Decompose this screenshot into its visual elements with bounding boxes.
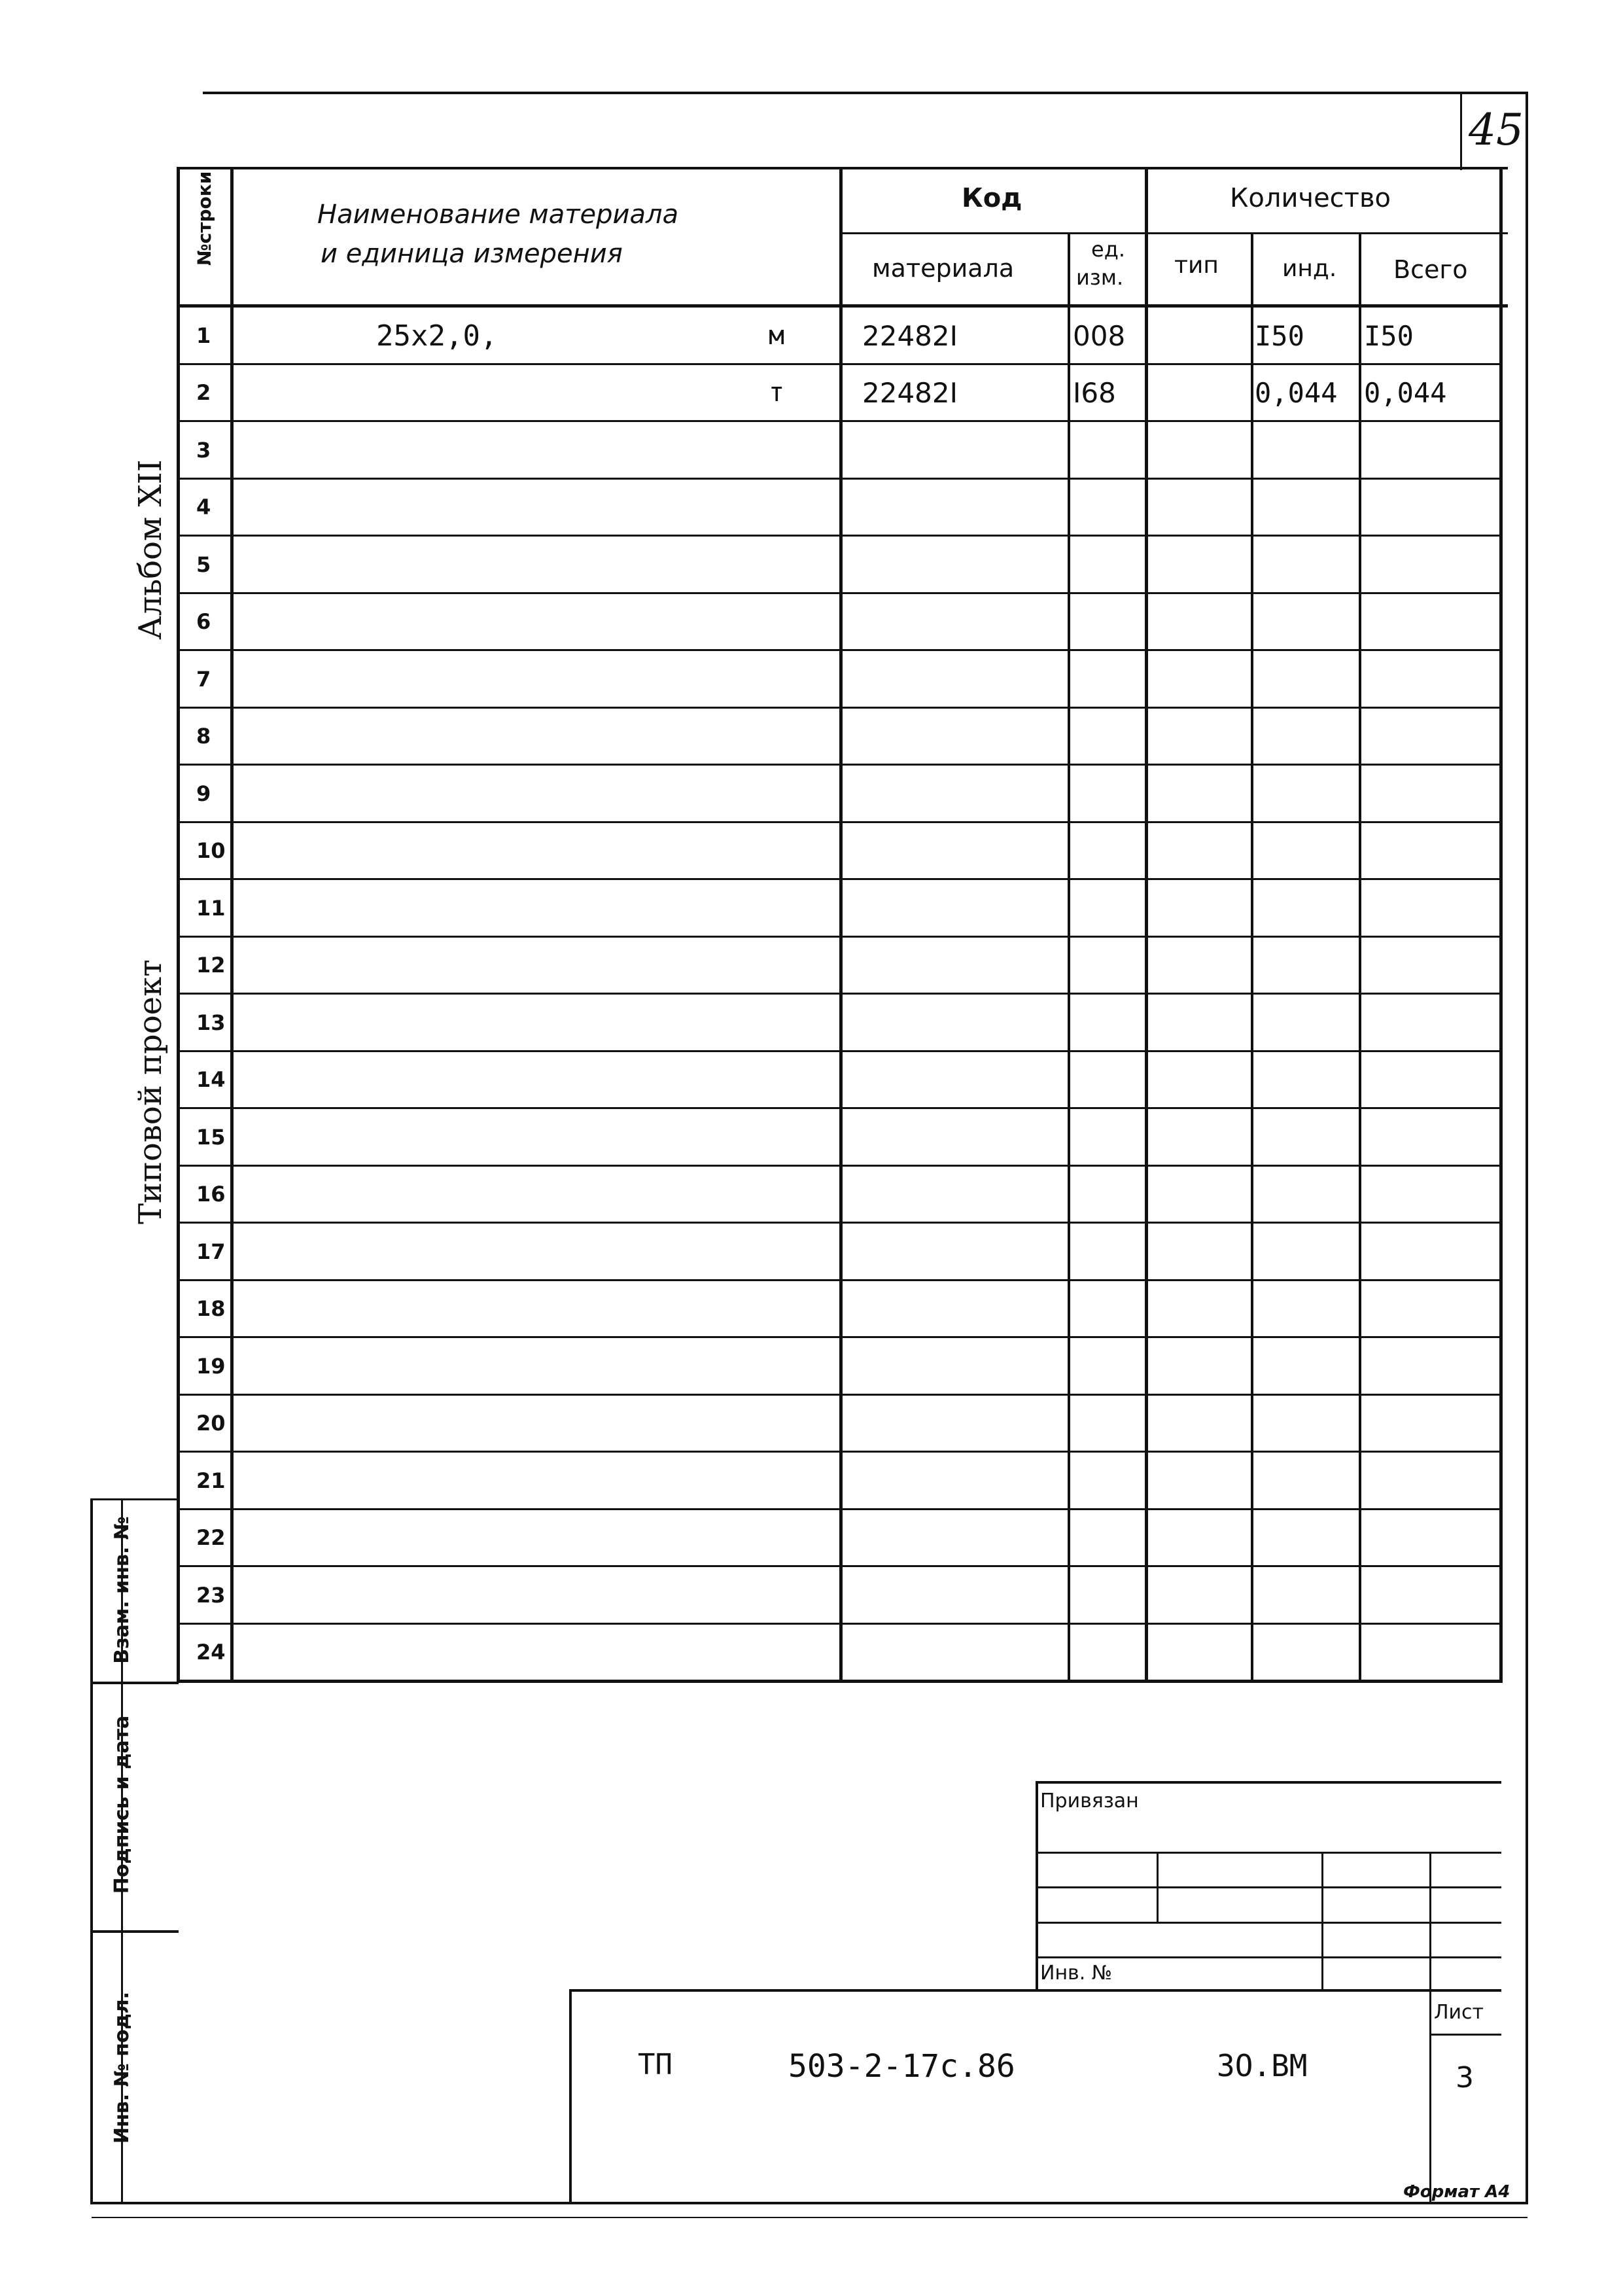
stamp-privyazan-top [1036, 1781, 1501, 1784]
row-number: 7 [196, 666, 211, 692]
row-number: 1 [196, 323, 211, 348]
header-quantity: Количество [1230, 183, 1391, 213]
table-row [0, 995, 1623, 1052]
row-number: 24 [196, 1640, 226, 1665]
row-code: 22482I [862, 319, 958, 352]
stamp-col-3 [1429, 1852, 1431, 2202]
table-row [0, 938, 1623, 995]
row-number: 14 [196, 1067, 226, 1093]
row-code: 22482I [862, 377, 958, 410]
table-row [0, 1567, 1623, 1625]
table-row [0, 365, 1623, 423]
side-inv-podl: Инв. № подл. [111, 1991, 133, 2144]
format-label: Формат А4 [1403, 2182, 1510, 2202]
stamp-col-2 [1321, 1852, 1323, 1989]
row-unit-code: I68 [1073, 377, 1116, 410]
sheet-label: Лист [1434, 2001, 1484, 2024]
row-number: 23 [196, 1582, 226, 1608]
table-row [0, 1052, 1623, 1110]
header-name-line1: Наименование материала [317, 200, 679, 230]
row-number: 17 [196, 1239, 226, 1264]
stamp-row-3 [1036, 1922, 1501, 1924]
row-number: 3 [196, 437, 211, 463]
row-number: 20 [196, 1411, 226, 1436]
table-row [0, 1167, 1623, 1224]
header-total: Всего [1393, 255, 1468, 284]
row-number: 19 [196, 1353, 226, 1379]
table-row [0, 766, 1623, 823]
sheet-value: 3 [1456, 2061, 1474, 2094]
table-row [0, 1510, 1623, 1568]
stamp-row-1 [1036, 1852, 1501, 1854]
stamp-row-4 [1036, 1956, 1501, 1958]
side-div-1 [90, 1682, 179, 1684]
row-number: 15 [196, 1124, 226, 1150]
header-unit-1: ед. [1091, 237, 1125, 262]
table-row [0, 651, 1623, 709]
table-row [0, 1625, 1623, 1682]
stamp-col-1 [1157, 1852, 1159, 1922]
row-number: 12 [196, 953, 226, 978]
title-tp: ТП [638, 2048, 672, 2081]
stamp-inv-no: Инв. № [1040, 1962, 1113, 1985]
side-zam-inv: Взам. инв. № [111, 1516, 133, 1664]
row-divider [177, 1680, 1503, 1683]
sheet-number: 45 [1469, 105, 1524, 155]
table-row [0, 1281, 1623, 1339]
row-ind: 0,044 [1255, 377, 1338, 410]
title-designation: 503-2-17с.86 [788, 2048, 1015, 2085]
table-row [0, 480, 1623, 537]
row-total: I50 [1364, 319, 1414, 352]
top-border [203, 92, 1527, 94]
side-frame-left [90, 1498, 93, 2204]
table-row [0, 308, 1623, 365]
table-row [0, 537, 1623, 594]
title-block-left [569, 1989, 572, 2203]
stamp-privyazan: Привязан [1040, 1790, 1139, 1812]
header-material: материала [872, 254, 1015, 283]
row-number: 4 [196, 495, 211, 520]
sheet-label-line [1429, 2034, 1501, 2036]
side-project: Типовой проект [132, 959, 169, 1224]
row-number: 16 [196, 1182, 226, 1207]
table-row [0, 422, 1623, 480]
row-ind: I50 [1255, 319, 1304, 352]
row-number: 21 [196, 1468, 226, 1493]
side-div-2 [90, 1930, 179, 1933]
table-row [0, 823, 1623, 881]
header-unit-2: изм. [1076, 265, 1124, 290]
header-code: Код [962, 183, 1022, 213]
table-row [0, 1396, 1623, 1453]
row-number: 22 [196, 1525, 226, 1551]
row-number: 13 [196, 1010, 226, 1035]
row-unit-code: 008 [1073, 319, 1126, 352]
table-row [0, 1224, 1623, 1281]
row-unit: т [769, 378, 785, 408]
header-row-no: №строки [194, 171, 215, 266]
row-number: 11 [196, 895, 226, 921]
row-number: 18 [196, 1296, 226, 1322]
title-code: ЗО.ВМ [1217, 2048, 1308, 2083]
side-signature: Подпись и дата [111, 1715, 133, 1894]
header-name-line2: и единица измерения [321, 239, 623, 269]
header-mid [841, 232, 1508, 234]
row-number: 6 [196, 609, 211, 635]
row-unit: м [769, 320, 785, 351]
side-frame-top [90, 1498, 179, 1500]
side-album: Альбом XII [132, 459, 169, 640]
header-ind: инд. [1282, 255, 1337, 282]
table-row [0, 880, 1623, 938]
title-block-top [569, 1989, 1501, 1992]
header-type: тип [1174, 252, 1219, 279]
row-number: 5 [196, 552, 211, 577]
table-row [0, 709, 1623, 766]
stamp-row-2 [1036, 1886, 1501, 1888]
table-row [0, 1338, 1623, 1396]
row-total: 0,044 [1364, 377, 1447, 410]
table-row [0, 1109, 1623, 1167]
row-number: 10 [196, 838, 226, 864]
row-number: 9 [196, 781, 211, 806]
footer-line [92, 2217, 1527, 2218]
table-row [0, 594, 1623, 652]
bottom-border [90, 2202, 1528, 2204]
sheet-number-box-left [1460, 92, 1462, 170]
table-row [0, 1453, 1623, 1510]
row-name: 25x2,0, [376, 319, 498, 353]
row-number: 8 [196, 724, 211, 749]
row-number: 2 [196, 380, 211, 406]
